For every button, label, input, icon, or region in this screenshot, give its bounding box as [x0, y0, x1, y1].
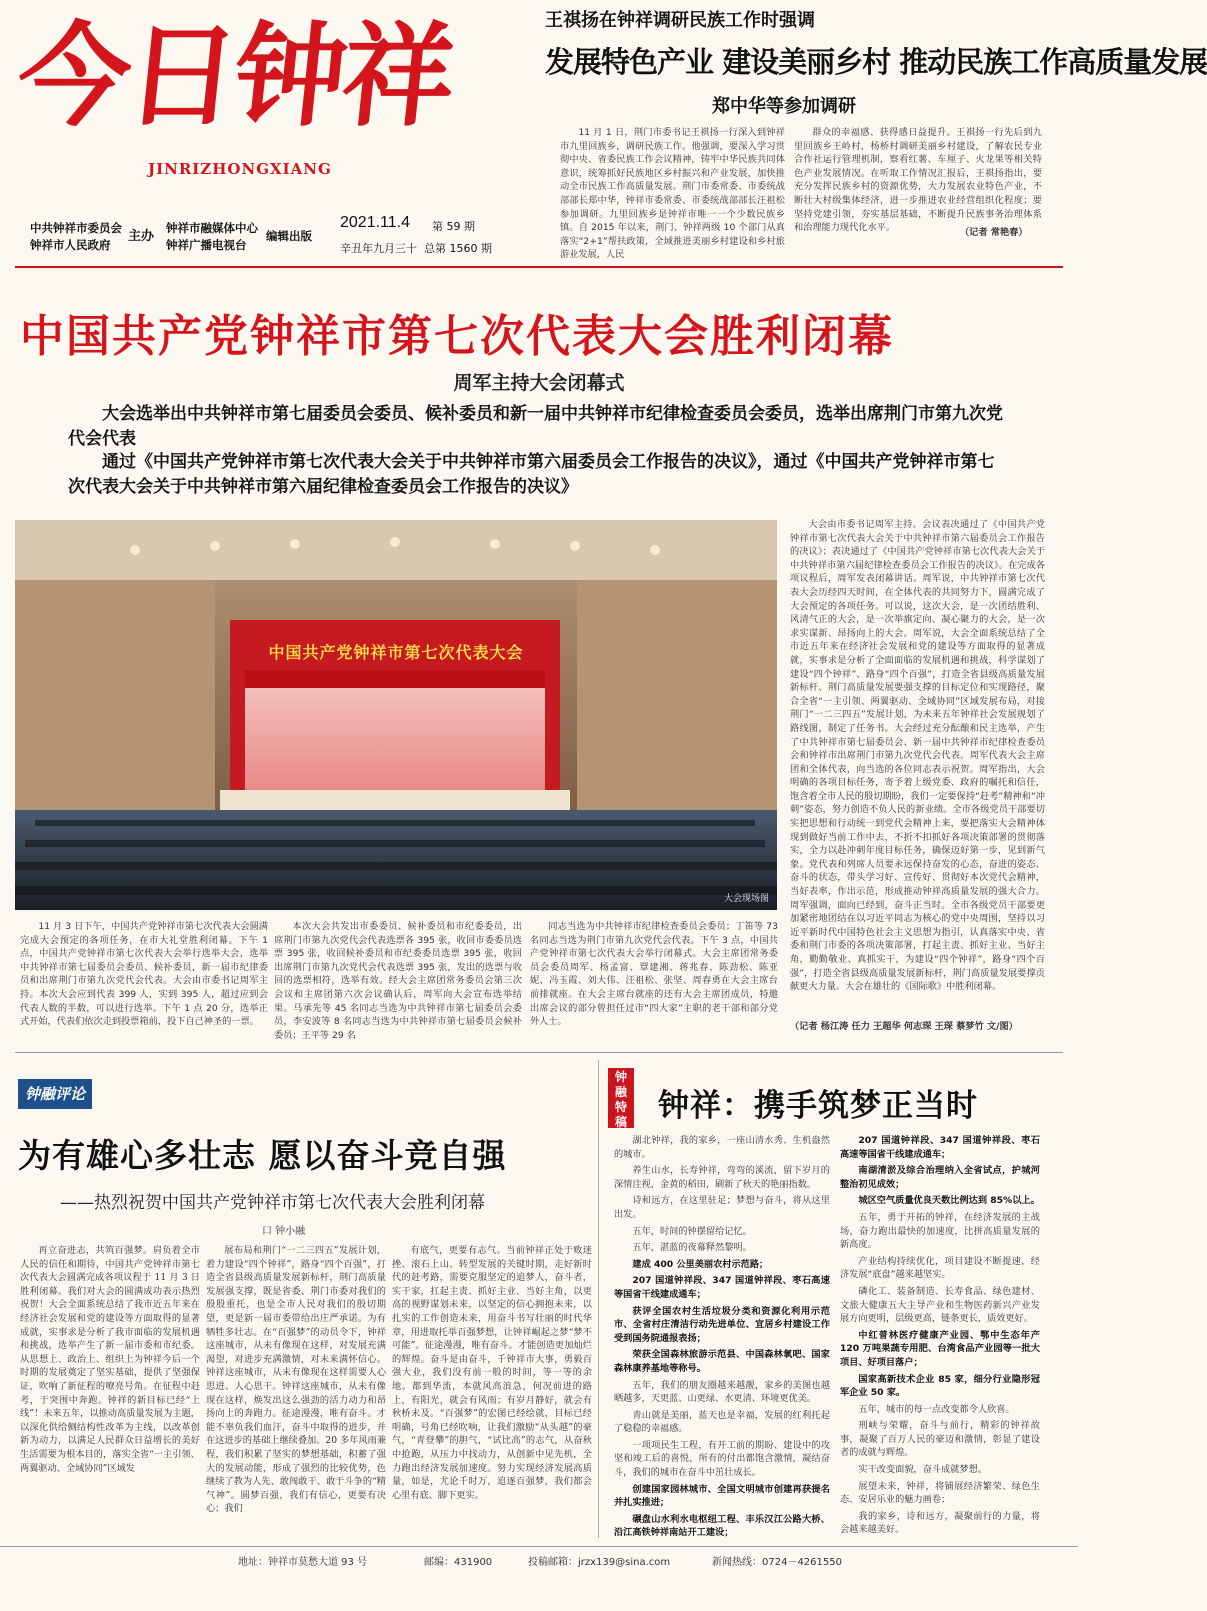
host-block [30, 220, 122, 254]
top-story-kicker: 王祺扬在钟祥调研民族工作时强调 [545, 10, 815, 31]
feature-paragraph: 五年，时间的钟摆留给记忆。 [632, 1225, 752, 1237]
feature-paragraph: 五年，城市的每一点改变都令人欣喜。 [858, 1403, 1015, 1415]
congress-photo [15, 520, 777, 910]
feature-paragraph: 建成 400 公里美丽农村示范路； [632, 1258, 769, 1270]
main-col-b: 本次大会共发出市委委员、候补委员和市纪委委员，出席荆门市第九次党代会代表选票各 395 张，收回市委委员选票 395 张，收回候补委员和市纪委委员选票 395 张，收回出席荆门市第九次党代会代表选票 395 张，发出的选票与收回的选票相符，选举有效。经大会主席团常务委员会第三次会议和主席团第六次会议确认后，周军向大会宣布选举结果。马承先等 45 名同志当选为中共钟祥市第七届委员会委员，李安波等 8 名同志当选为中共钟祥市第七届委员会候补委员；王平等 29 名 [274, 921, 522, 1041]
feature-paragraph: 一项项民生工程，有开工前的期盼、建设中的攻坚和竣工后的喜悦，所有的付出都饱含激情，凝结奋斗，我们的城市在奋斗中茁壮成长。 [614, 1439, 830, 1479]
feature-paragraph: 中红普林医疗健康产业园、鄂中生态年产 120 万吨果蔬专用肥、台湾食品产业园等一批大项目、好项目落户； [840, 1329, 1040, 1368]
feature-paragraph: 养生山水，长寿钟祥，弯弯的溪流，留下岁月的深情注视，金黄的稻田，刷新了秋天的艳丽指数。 [614, 1165, 830, 1190]
photo-credit: 大会现场图 [723, 894, 769, 904]
main-col-c: 同志当选为中共钟祥市纪律检查委员会委员；丁笛等 73 名同志当选为荆门市第九次党代会代表。下午 3 点，中国共产党钟祥市第七次代表大会举行闭幕式。大会主席团常务委员会委员周军、杨孟富、覃建湘、蒋兆春、陈劲松、陈亚妮、冯玉霞、刘大伟、汪祖松、张坚、周春勇在大会主席台前排就座。在大会主席台就座的还有大会主席团成员，特邀出席会议的部分曾担任过市“四大家”主职的老干部和部分党外人士。 [530, 921, 778, 1028]
feature-paragraph: 创建国家园林城市、全国文明城市创建再获提名并扎实推进； [614, 1483, 830, 1509]
feature-paragraph: 诗和远方，在这里驻足；梦想与奋斗，将从这里出发。 [614, 1195, 830, 1220]
publisher-line-1: 钟祥市融媒体中心 [166, 221, 258, 235]
feature-paragraph: 碾盘山水利水电枢纽工程、丰乐汉江公路大桥、沿江高铁钟祥南站开工建设； [614, 1513, 830, 1539]
footer-address: 地址：钟祥市莫愁大道 93 号 [238, 1557, 368, 1568]
feature-paragraph: 国家高新技术企业 85 家，细分行业隐形冠军企业 50 家。 [840, 1373, 1040, 1399]
commentary-col-3: 有底气，更要有志气。当前钟祥正处于败迷挫、滚石上山、转型发展的关键时期，走好新时代的赶考路，需要克服坚定的追梦人，奋斗者，实干家，扛起主责、抓好主业、当好主角，以更高的视野谋划未来，以坚定的信心拥抱未来，以扎实的工作创造未来，用奋斗书写壮丽的时代华章，用进取托举百强梦想，让钟祥崛起之梦“梦不可能”。征途漫漫，唯有奋斗。才能创造更加灿烂的辉煌。奋斗是由奋斗，千钟祥市大事，勇毅百强大业，我们没有前一般的时间，等一等的余地。都到华流，本就风高浪急，何况前进的路上，有阳光，就会有风雨；有岁月静好，就会有秋桥未及。“百强梦”的宏图已经绘就，目标已经明确，号角已经吹响，让我们激励“从头越”的豪气，“青登攀”的胆气，“试比高”的志气，从奋秋中抢跑，从压力中找动力，从创新中见先机，全力跑出经济发展加速度。努力实现经济发展高质量，如是，尤论千时万，追逐百强梦，我们都会心里有底、脚下更实。 [392, 1245, 592, 1501]
feature-paragraph: 展望未来，钟祥，将铺展经济繁荣、绿色生态、安居乐业的魅力画卷； [840, 1480, 1040, 1506]
feature-col-2 [840, 1134, 1040, 1536]
commentary-tag: 钟融评论 [18, 1079, 92, 1109]
commentary-headline: 为有雄心多壮志 愿以奋斗竞自强 [18, 1136, 507, 1175]
main-subhead: 周军主持大会闭幕式 [453, 372, 625, 394]
feature-paragraph: 207 国道钟祥段、347 国道钟祥段、枣石高速等国省干线建成通车； [840, 1135, 1040, 1160]
publisher-line-2: 钟祥广播电视台 [166, 238, 247, 252]
main-byline: （记者 杨江涛 任力 王超华 何志琛 王琛 蔡梦竹 文/图） [790, 1021, 1018, 1032]
publisher-block [166, 220, 258, 254]
footer-email: 投稿邮箱：jrzx139@sina.com [528, 1557, 671, 1568]
total-issue-number: 总第 1560 期 [424, 242, 492, 255]
feature-paragraph: 城区空气质量优良天数比例达到 85%以上。 [858, 1195, 1040, 1207]
commentary-subhead: ——热烈祝贺中国共产党钟祥市第七次代表大会胜利闭幕 [60, 1193, 485, 1213]
main-headline: 中国共产党钟祥市第七次代表大会胜利闭幕 [20, 311, 894, 362]
column-rule [598, 1060, 599, 1538]
host-line-1: 中共钟祥市委员会 [30, 221, 122, 235]
feature-tag [608, 1068, 634, 1128]
section-divider [15, 1052, 1063, 1053]
congress-photo-drawing [15, 520, 777, 910]
commentary-col-2: 展布局和荆门“一二三四五”发展计划，着力建设“四个钟祥”，路身“四个百强”，打造全省县级高质量发展新标杆，荆门高质量发展强支撑，既是省委、荆门市委对我们的殷殷重托，也是全市人民对我们的殷切期望，更是新一届市委带给出庄严承诺。为有牺牲多壮志。在“百强梦”的动员令下，钟祥这座城市，从未有像现在这样，对发展充满渴望，对进步充满激情，对未来满怀信心。钟祥这座城市，从未有像现在这样需要人心思进、人心思干。钟祥这座城市，从未有像现在这样，焕发出这么强劲的活力动力和昂扬向上的奔跑力。征途漫漫，唯有奋斗。才能不辜负我们血汗，奋斗中取得的进步，并在这进步的基础上继续叠加。20 多年风雨兼程，我们积累了坚实的梦想基础，积蓄了强大的发展动能，形成了强烈的比较优势，色继续了教为人先、敢闯敢干、敢于斗争的“精气神”。圆梦百强，我们有信心，更要有决心；我们 [206, 1245, 386, 1515]
main-col-a: 11 月 3 日下午，中国共产党钟祥市第七次代表大会圆满完成大会预定的各项任务，在市大礼堂胜利闭幕。下午 1 点，中国共产党钟祥市第七次代表大会举行选举大会，选举中共钟祥市第七届委员会委员、候补委员，新一届市纪律委员和出席荆门市第九次党代会代表。大会由市委书记周军主持。本次大会应到代表 399 人，实到 395 人，超过应到会代表人数的半数，可以进行选举。下午 1 点 20 分，选举正式开始，代表们依次走到投票箱前，投下自己神圣的一票。 [20, 921, 268, 1028]
publisher-suffix: 编辑出版 [266, 229, 312, 243]
top-story-col-2: 群众的幸福感、获得感日益提升。王祺扬一行先后到九里回族乡王岭村，杨桥村调研美丽乡村建设，了解农民专业合作社运行管理机制，察看红薯、车厘子、火龙果等相关特色产业发展情况。在听取工作情况汇报后，王祺扬指出，要充分发挥民族乡村的资源优势，大力发展农业特色产业，不断壮大村级集体经济，进一步推进农业经营组织化程度；要坚持党建引领，夯实基层基础，不断提升民族事务治理体系和治理能力现代化水平。 [794, 127, 1042, 234]
feature-paragraph: 207 国道钟祥段、347 国道钟祥段、枣石高速等国省干线建成通车； [614, 1275, 830, 1300]
feature-paragraph: 荣获全国森林旅游示范县、中国森林氧吧、国家森林康养基地等称号。 [614, 1349, 830, 1374]
feature-paragraph: 刑峡与荣耀，奋斗与前行，精彩的钟祥故事，凝聚了百万人民的豪迈和激情，彰显了建设者的成就与辉煌。 [840, 1420, 1040, 1459]
feature-headline: 钟祥：携手筑梦正当时 [658, 1088, 978, 1124]
feature-paragraph: 我的家乡，诗和远方，凝聚前行的力量，将会越来越美好。 [840, 1510, 1040, 1536]
feature-paragraph: 实干改变面貌，奋斗成就梦想。 [858, 1464, 988, 1476]
feature-paragraph: 产业结构持续优化，项目建设不断提速，经济发展“底盘”越来越坚实。 [840, 1255, 1040, 1281]
issue-number: 第 59 期 [432, 220, 475, 233]
footer-hotline: 新闻热线：0724－4261550 [712, 1557, 842, 1568]
masthead-pinyin: JINRIZHONGXIANG [148, 160, 332, 178]
feature-paragraph: 青山就是美丽，蓝天也是幸福，发展的红利托起了稳稳的幸福感。 [614, 1409, 830, 1435]
masthead-title: 今日钟祥 [11, 11, 458, 142]
feature-paragraph: 五年，我们的朋友圈越来越靓，家乡的美图也越晒越多，天更蓝、山更绿、水更清、环境更优美。 [614, 1379, 830, 1405]
photo-banner: 中国共产党钟祥市第七次代表大会 [268, 643, 524, 662]
feature-tag-text: 钟融特稿 [614, 1070, 627, 1129]
main-deck-2: 通过《中国共产党钟祥市第七次代表大会关于中共钟祥市第六届委员会工作报告的决议》，通过《中国共产党钟祥市第七次代表大会关于中共钟祥市第六届纪律检查委员会工作报告的决议》 [68, 452, 995, 497]
commentary-author: 口 钟小融 [262, 1226, 306, 1237]
top-story-subhead: 郑中华等参加调研 [712, 96, 856, 117]
footer-rule [0, 1546, 1078, 1547]
feature-paragraph: 获评全国农村生活垃圾分类和资源化利用示范市、全省村庄清洁行动先进单位、宜居乡村建设工作受到国务院通报表扬； [614, 1305, 830, 1344]
host-line-2: 钟祥市人民政府 [30, 238, 111, 252]
feature-paragraph: 五年，湛蓝的夜幕释然黎明。 [632, 1242, 752, 1254]
feature-col-1 [614, 1134, 830, 1539]
feature-paragraph: 磷化工、装备制造、长寿食品、绿色建材、文旅大健康五大主导产业和生物医药新兴产业发展方向更明，层级更高，链条更长，质效更好。 [840, 1285, 1040, 1325]
main-deck-1: 大会选举出中共钟祥市第七届委员会委员、候补委员和新一届中共钟祥市纪律检查委员会委员，选举出席荆门市第九次党代会代表 [68, 404, 1003, 449]
feature-paragraph: 湖北钟祥，我的家乡，一座山清水秀、生机盎然的城市。 [614, 1135, 830, 1160]
top-story-byline: （记者 常艳春） [960, 227, 1028, 238]
footer-postcode: 邮编：431900 [424, 1557, 493, 1568]
host-suffix: 主办 [128, 229, 155, 244]
feature-paragraph: 五年，勇于开拓的钟祥，在经济发展的主战场，奋力跑出最快的加速度，比拼高质量发展的新高度。 [840, 1211, 1040, 1251]
commentary-col-1: 再立奋进志，共筑百强梦。肩负着全市人民的信任和期待，中国共产党钟祥市第七次代表大会圆满完成各项议程于 11 月 3 日胜利闭幕。我们对大会的圆满成功表示热烈祝贺！大会全面系统总结了我市近五年来在经济社会发展和党的建设等方面取得的显著成就，实事求是分析了我市面临的发展机遇和挑战，选举产生了新一届市委和市纪委。从思想上、政治上、组织上为钟祥今后一个时期的发展奠定了坚实基础，提供了坚强保证，吹响了新征程的嘹亮号角。在征程中赶考，于突围中奔跑。钟祥的新目标已经“上线”！未来五年，以推动高质量发展为主题，以深化供给侧结构性改革为主线，以改革创新为动力，以满足人民群众日益增长的美好生活需要为根本目的，落实全省“一主引领、两翼驱动、全域协同”区域发 [20, 1245, 200, 1474]
top-story-col-1: 11 月 1 日，荆门市委书记王祺扬一行深入到钟祥市九里回族乡，调研民族工作。他强调，要深入学习贯彻中央、省委民族工作会议精神，铸牢中华民族共同体意识，统筹抓好民族地区乡村振兴和产业发展，加快推动全市民族工作高质量发展。荆门市委常委、市委统战部部长郑中华，钟祥市委常委、市委统战部部长汪祖松参加调研。九里回族乡是钟祥市唯一一个少数民族乡镇。自 2015 年以来，荆门、钟祥两级 10 个部门从真落实“2+1”帮扶政策，全域推进美丽乡村建设和乡村旅游业发展，人民 [560, 127, 785, 261]
top-story-headline: 发展特色产业 建设美丽乡村 推动民族工作高质量发展 [545, 45, 1207, 79]
issue-date: 2021.11.4 [340, 214, 410, 231]
main-right-column: 大会由市委书记周军主持。会议表决通过了《中国共产党钟祥市第七次代表大会关于中共钟祥市第六届委员会工作报告的决议》；表决通过了《中国共产党钟祥市第七次代表大会关于中共钟祥市第六届纪律检查委员会工作报告的决议》。在完成各项议程后，周军发表闭幕讲话。周军说，中共钟祥市第七次代表大会历经四天时间，在全体代表的共同努力下，圆满完成了大会预定的各项任务。可以说，这次大会，是一次团结胜利、风清气正的大会，是一次举旗定向、凝心聚力的大会，是一次求实谋新、昂扬向上的大会。周军说，大会全面系统总结了全市近五年来在经济社会发展和党的建设等方面取得的显著成就，实事求是分析了全面面临的发展机遇和挑战，科学谋划了建设“四个钟祥”、路身“四个百强”，打造全省县级高质量发展新标杆、荆门高质量发展要强支撑的目标定位和实现路径，聚合全省“一主引领、两翼驱动、全域协同”区域发展布局，对接荆门“一二三四五”发展计划，为未来五年钟祥社会发展规划了路线图，制定了任务书。大会经过充分酝酿和民主选举，产生了中共钟祥市第七届委员会、新一届中共钟祥市纪律检查委员会和钟祥市出席荆门市第九次党代会代表。周军代表大会主席团和全体代表，向当选的各位同志表示祝贺。周军指出，大会明确的各项目标任务，寄予着上级党委、政府的嘱托和信任，饱含着全市人民的殷切期盼，我们一定要保持“赶考”精神和“冲刺”姿态，努力创造不负人民的新业绩。全市各级党员干部要切实把思想和行动统一到党代会精神上来，要把落实大会精神体现到做好当前工作中去，不折不扣抓好各项决策部署的贯彻落实，全力以赴冲刺年度目标任务，确保迈好第一步，见到新气象。党代表和列席人员要永远保持奋发的心态，奋进的姿态、奋斗的状态，带头学习好、宣传好、贯彻好本次党代会精神，当好表率，作出示范，形成推动钟祥高质量发展的强大合力。周军强调，面向已经到，奋斗正当时。全市各级党员干部要更加紧密地团结在以习近平同志为核心的党中央周围，坚持以习近平新时代中国特色社会主义思想为指引，认真落实中央、省委和荆门市委的各项决策部署，打起主责、抓好主业、当好主角，勤勤敬业、真抓实干，为建设“四个钟祥”，路身“四个百强”，打造全省县级高质量发展新标杆，荆门高质量发展要撑贡献更大力量。大会在雄壮的《国际歌》中胜利闭幕。 [790, 519, 1045, 993]
lunar-date: 辛丑年九月三十 [340, 242, 417, 255]
masthead-divider [15, 266, 1063, 268]
feature-paragraph: 南湖清淤及综合治理纳入全省试点，护城河整治初见成效； [840, 1165, 1040, 1190]
